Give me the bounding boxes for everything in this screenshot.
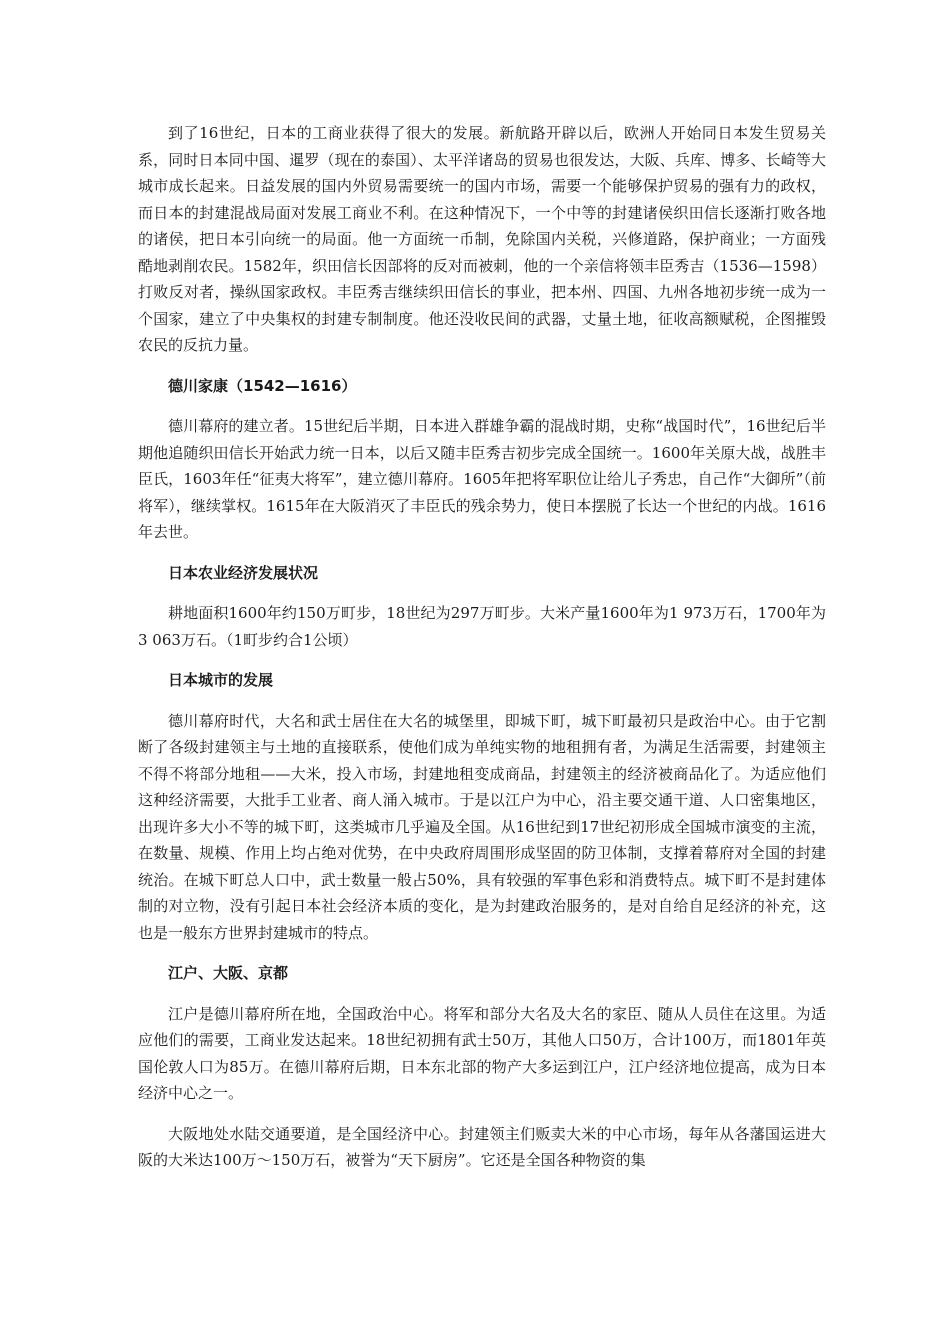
section-heading-tokugawa: 德川家康（1542—1616） (168, 376, 357, 395)
edo-paragraph: 江户是德川幕府所在地，全国政治中心。将军和部分大名及大名的家臣、随从人员住在这里。为适应他们的需要，工商业发达起来。18世纪初拥有武士50万，其他人口50万，合计100万，而1801年英国伦敦人口为85万。在德川幕府后期，日本东北部的物产大多运到江户，江户经济地位提高，成为日本经济中心之一。 (138, 1004, 826, 1102)
tokugawa-paragraph: 德川幕府的建立者。15世纪后半期，日本进入群雄争霸的混战时期，史称“战国时代”，16世纪后半期他追随织田信长开始武力统一日本，以后又随丰臣秀吉初步完成全国统一。1600年关原大战，战胜丰臣氏，1603年任“征夷大将军”，建立德川幕府。1605年把将军职位让给儿子秀忠，自己作“大御所”（前将军），继续掌权。1615年在大阪消灭了丰臣氏的残余势力，使日本摆脱了长达一个世纪的内战。1616年去世。 (138, 417, 826, 541)
cities-paragraph: 德川幕府时代，大名和武士居住在大名的城堡里，即城下町，城下町最初只是政治中心。由于它割断了各级封建领主与土地的直接联系，使他们成为单纯实物的地租拥有者，为满足生活需要，封建领主不得不将部分地租——大米，投入市场，封建地租变成商品，封建领主的经济被商品化了。为适应他们这种经济需要，大批手工业者、商人涌入城市。于是以江户为中心，沿主要交通干道、人口密集地区，出现许多大小不等的城下町，这类城市几乎遍及全国。从16世纪到17世纪初形成全国城市演变的主流，在数量、规模、作用上均占绝对优势，在中央政府周围形成坚固的防卫体制，支撑着幕府对全国的封建统治。在城下町总人口中，武士数量一般占50%，具有较强的军事色彩和消费特点。城下町不是封建体制的对立物，没有引起日本社会经济本质的变化，是为封建政治服务的，是对自给自足经济的补充，这也是一般东方世界封建城市的特点。 (138, 711, 826, 942)
section-heading-cities: 日本城市的发展 (168, 671, 274, 689)
agriculture-paragraph: 耕地面积1600年约150万町步，18世纪为297万町步。大米产量1600年为1 973万石，1700年为3 063万石。（1町步约合1公顷） (138, 604, 826, 649)
osaka-paragraph: 大阪地处水陆交通要道，是全国经济中心。封建领主们贩卖大米的中心市场，每年从各藩国运进大阪的大米达100万～150万石，被誉为“天下厨房”。它还是全国各种物资的集 (138, 1124, 826, 1169)
section-heading-agriculture: 日本农业经济发展状况 (168, 563, 319, 582)
section-heading-edo-osaka-kyoto: 江户、大阪、京都 (168, 964, 289, 982)
document-page (138, 120, 826, 1174)
intro-paragraph: 到了16世纪，日本的工商业获得了很大的发展。新航路开辟以后，欧洲人开始同日本发生贸易关系，同时日本同中国、暹罗（现在的泰国）、太平洋诸岛的贸易也很发达，大阪、兵库、博多、长崎等大城市成长起来。日益发展的国内外贸易需要统一的国内市场，需要一个能够保护贸易的强有力的政权，而日本的封建混战局面对发展工商业不利。在这种情况下，一个中等的封建诸侯织田信长逐渐打败各地的诸侯，把日本引向统一的局面。他一方面统一币制，免除国内关税，兴修道路，保护商业；一方面残酷地剥削农民。1582年，织田信长因部将的反对而被刺，他的一个亲信将领丰臣秀吉（1536—1598）打败反对者，操纵国家政权。丰臣秀吉继续织田信长的事业，把本州、四国、九州各地初步统一成为一个国家，建立了中央集权的封建专制制度。他还没收民间的武器，丈量土地，征收高额赋税，企图摧毁农民的反抗力量。 (138, 124, 826, 354)
